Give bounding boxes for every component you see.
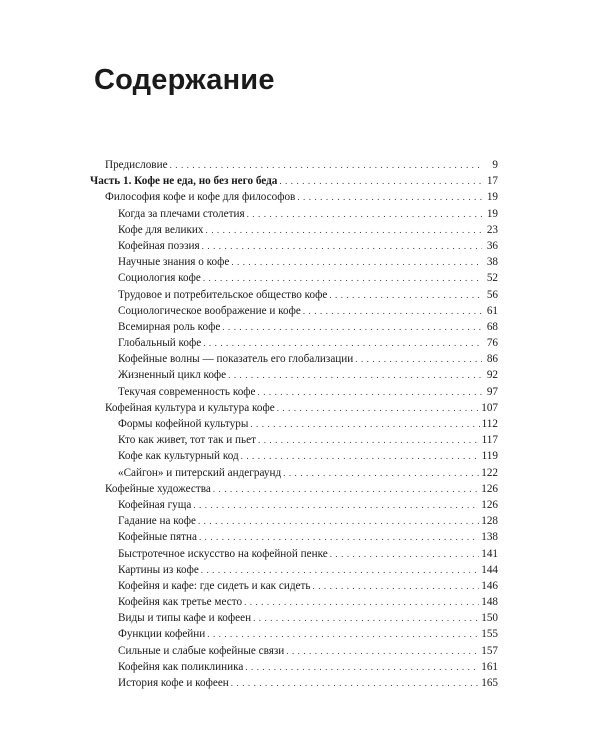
toc-entry-title: Кофе для великих xyxy=(118,223,204,236)
toc-entry-title: Трудовое и потребительское общество кофе xyxy=(118,288,328,301)
toc-entry-page-number: 38 xyxy=(486,256,498,269)
toc-entry-page-number: 146 xyxy=(481,579,498,592)
toc-entry-page-number: 157 xyxy=(481,644,498,657)
dot-leader xyxy=(193,497,479,513)
dot-leader xyxy=(283,465,479,481)
dot-leader xyxy=(355,351,482,367)
toc-entry-title: Картины из кофе xyxy=(118,563,199,576)
toc-entry-title: Социология кофе xyxy=(118,272,201,285)
dot-leader xyxy=(303,303,482,319)
toc-entry xyxy=(118,287,498,303)
toc-entry xyxy=(118,562,498,578)
toc-entry-page-number: 161 xyxy=(481,660,498,673)
toc-entry xyxy=(118,675,498,691)
toc-entry-page-number: 61 xyxy=(486,304,498,317)
toc-entry-title: Кто как живет, тот так и пьет xyxy=(118,434,256,447)
toc-entry-title: «Сайгон» и питерский андеграунд xyxy=(118,466,282,479)
toc-entry xyxy=(118,497,498,513)
dot-leader xyxy=(330,546,479,562)
toc-entry xyxy=(118,546,498,562)
toc-entry xyxy=(118,335,498,351)
toc-entry-page-number: 128 xyxy=(481,515,498,528)
toc-entry-title: Текучая современность кофе xyxy=(118,385,256,398)
toc-entry xyxy=(118,206,498,222)
toc-entry-title: Кофейная культура и культура кофе xyxy=(105,401,275,414)
toc-entry-page-number: 19 xyxy=(486,207,498,220)
toc-entry xyxy=(118,303,498,319)
toc-entry-page-number: 144 xyxy=(481,563,498,576)
toc-entry xyxy=(118,222,498,238)
toc-entry-page-number: 9 xyxy=(492,159,498,171)
toc-entry-page-number: 68 xyxy=(486,320,498,333)
dot-leader xyxy=(247,206,482,222)
toc-entry-page-number: 17 xyxy=(486,175,498,188)
toc-entry-page-number: 126 xyxy=(481,498,498,511)
toc-entry-page-number: 52 xyxy=(486,272,498,285)
toc-entry-page-number: 126 xyxy=(481,482,498,495)
toc-entry-page-number: 148 xyxy=(481,596,498,609)
dot-leader xyxy=(213,481,479,497)
toc-entry-title: Часть 1. Кофе не еда, но без него беда xyxy=(90,175,278,188)
toc-entry-page-number: 36 xyxy=(486,239,498,252)
toc-entry xyxy=(118,384,498,400)
toc-entry-title: Сильные и слабые кофейные связи xyxy=(118,644,285,657)
toc-entry-title: Кофейня и кафе: где сидеть и как сидеть xyxy=(118,579,311,592)
toc-entry-page-number: 92 xyxy=(486,369,498,382)
dot-leader xyxy=(286,643,479,659)
toc-entry-title: Кофейня как поликлиника xyxy=(118,660,244,673)
dot-leader xyxy=(250,416,479,432)
toc-entry-title: Когда за плечами столетия xyxy=(118,207,245,220)
toc-entry xyxy=(118,367,498,383)
toc-entry-title: Философия кофе и кофе для философов xyxy=(105,191,296,204)
toc-entry-title: Социологическое воображение и кофе xyxy=(118,304,301,317)
dot-leader xyxy=(244,594,479,610)
toc-entry xyxy=(118,610,498,626)
toc-entry-page-number: 155 xyxy=(481,628,498,641)
toc-entry xyxy=(105,189,498,205)
toc-entry-page-number: 117 xyxy=(481,434,498,447)
toc-entry xyxy=(105,157,498,173)
dot-leader xyxy=(313,578,480,594)
dot-leader xyxy=(258,384,483,400)
dot-leader xyxy=(231,254,482,270)
toc-entry-title: Гадание на кофе xyxy=(118,515,196,528)
dot-leader xyxy=(222,319,482,335)
toc-entry xyxy=(118,594,498,610)
dot-leader xyxy=(198,513,479,529)
toc-entry xyxy=(118,626,498,642)
toc-entry-page-number: 107 xyxy=(481,401,498,414)
toc-entry-page-number: 119 xyxy=(481,450,498,463)
toc-entry-title: Функции кофейни xyxy=(118,628,206,641)
toc-entry xyxy=(118,416,498,432)
toc-entry-page-number: 165 xyxy=(481,677,498,689)
toc-entry xyxy=(118,465,498,481)
toc-entry-page-number: 56 xyxy=(486,288,498,301)
dot-leader xyxy=(253,610,479,626)
toc-entry-page-number: 112 xyxy=(481,418,498,430)
toc-entry xyxy=(118,238,498,254)
toc-entry-page-number: 23 xyxy=(486,223,498,236)
dot-leader xyxy=(199,529,479,545)
page-title: Содержание xyxy=(94,64,275,96)
toc-entry-title: Глобальный кофе xyxy=(118,337,202,350)
toc-entry-title: Кофейная гуща xyxy=(118,498,192,511)
toc-entry-title: Предисловие xyxy=(105,159,168,171)
toc-entry xyxy=(118,270,498,286)
toc-entry-page-number: 150 xyxy=(481,612,498,625)
toc-entry xyxy=(118,448,498,464)
toc-entry xyxy=(118,351,498,367)
dot-leader xyxy=(329,287,482,303)
toc-entry-page-number: 138 xyxy=(481,531,498,544)
toc-entry-page-number: 141 xyxy=(481,547,498,560)
dot-leader xyxy=(202,238,482,254)
dot-leader xyxy=(207,626,479,642)
toc-entry xyxy=(118,578,498,594)
toc-entry-title: Быстротечное искусство на кофейной пенке xyxy=(118,547,328,560)
toc-entry-title: Жизненный цикл кофе xyxy=(118,369,227,382)
dot-leader xyxy=(277,400,480,416)
dot-leader xyxy=(206,222,483,238)
dot-leader xyxy=(297,189,482,205)
dot-leader xyxy=(203,335,482,351)
toc-entry-page-number: 86 xyxy=(486,353,498,366)
toc-entry xyxy=(90,173,498,189)
toc-entry-page-number: 19 xyxy=(486,191,498,204)
toc-entry-title: История кофе и кофеен xyxy=(118,677,229,689)
dot-leader xyxy=(228,367,482,383)
toc-entry-title: Кофе как культурный код xyxy=(118,450,239,463)
dot-leader xyxy=(231,675,479,691)
dot-leader xyxy=(170,157,482,173)
toc-entry xyxy=(118,254,498,270)
dot-leader xyxy=(241,448,480,464)
toc-entry xyxy=(105,400,498,416)
toc-entry-page-number: 97 xyxy=(486,385,498,398)
dot-leader xyxy=(279,173,482,189)
toc-entry xyxy=(118,513,498,529)
toc-entry xyxy=(118,432,498,448)
toc-entry-title: Кофейные пятна xyxy=(118,531,197,544)
toc-entry xyxy=(105,481,498,497)
toc-entry xyxy=(118,529,498,545)
toc-entry xyxy=(118,319,498,335)
toc-entry-title: Кофейня как третье место xyxy=(118,596,243,609)
dot-leader xyxy=(201,562,479,578)
toc-entry-title: Виды и типы кафе и кофеен xyxy=(118,612,252,625)
toc-entry-title: Кофейная поэзия xyxy=(118,239,200,252)
toc-entry xyxy=(118,659,498,675)
toc-entry-page-number: 76 xyxy=(486,337,498,350)
toc-entry xyxy=(118,643,498,659)
dot-leader xyxy=(258,432,480,448)
toc-entry-title: Формы кофейной культуры xyxy=(118,418,249,430)
toc-entry-title: Всемирная роль кофе xyxy=(118,320,221,333)
toc-entry-title: Кофейные волны — показатель его глобализации xyxy=(118,353,354,366)
toc-entry-title: Кофейные художества xyxy=(105,482,211,495)
dot-leader xyxy=(203,270,482,286)
toc-entry-page-number: 122 xyxy=(481,466,498,479)
table-of-contents xyxy=(90,157,498,691)
toc-entry-title: Научные знания о кофе xyxy=(118,256,230,269)
dot-leader xyxy=(245,659,479,675)
